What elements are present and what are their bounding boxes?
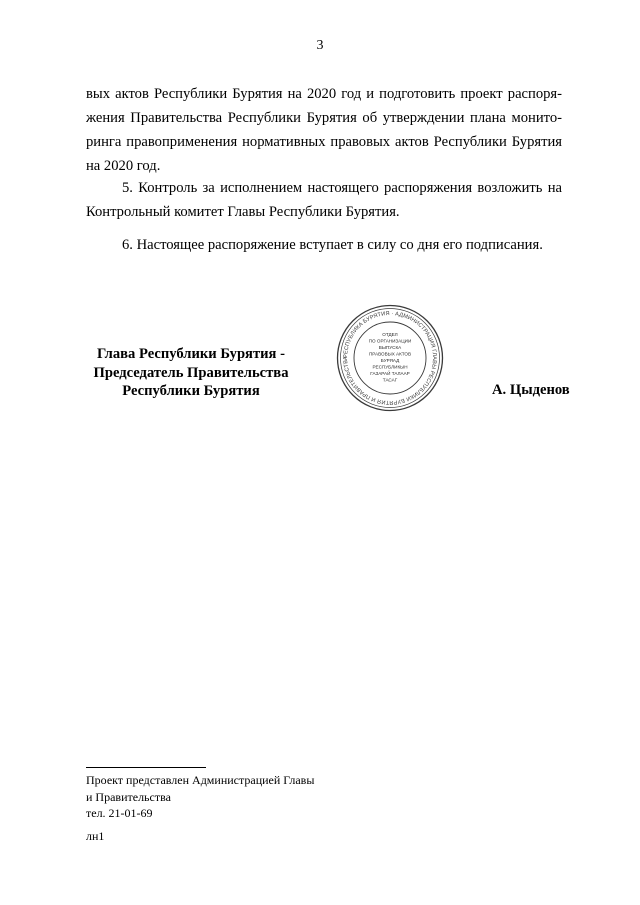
paragraph-line: жения Правительства Республики Бурятия об утверждении плана монито- [86,110,562,126]
stamp-center-line: ТАСАГ [382,377,398,383]
paragraph-line: на 2020 год. [86,158,161,174]
stamp-center-line: ПРАВОВЫХ АКТОВ [368,351,412,357]
stamp-center-line: ПО ОРГАНИЗАЦИИ [368,338,412,344]
paragraph-line: вых актов Республики Бурятия на 2020 год и подготовить проект распоря- [86,86,562,102]
signatory-title-line: Председатель Правительства [93,364,289,381]
document-code: лн1 [86,828,105,843]
footnote-line: Проект представлен Администрацией Главы [86,773,315,787]
footnote-line: и Правительства [86,789,171,804]
stamp-center-line: ОТДЕЛ [382,332,398,337]
footnote-line: тел. 21-01-69 [86,806,153,820]
footnote [86,772,314,844]
signatory-title [84,345,298,401]
footnote-divider [86,767,206,768]
page-number: 3 [316,38,324,53]
stamp-center-line: РЕСПУБЛИКЫН [372,364,408,370]
signatory-title-line: Глава Республики Бурятия - [97,346,285,362]
signatory-title-line: Республики Бурятия [122,383,260,399]
signer-name: А. Цыденов [492,382,570,398]
official-stamp [335,303,445,413]
paragraph-control-clause: 5. Контроль за исполнением настоящего распоряжения возложить на Контрольный комитет Главы Республики Бурятия. [86,180,562,220]
paragraph-continuation [86,82,562,178]
stamp-center-line: ГАЗАРАЙ ТАЛААР [370,371,410,376]
paragraph-line: ринга правоприменения нормативных правовых актов Республики Бурятия [86,134,562,150]
stamp-center-line: ВЫПУСКА [378,345,402,350]
paragraph-effective-date: 6. Настоящее распоряжение вступает в силу со дня его подписания. [122,237,543,253]
stamp-ring-text: РЕСПУБЛИКА БУРЯТИЯ · АДМИНИСТРАЦИЯ ГЛАВЫ РЕСПУБЛИКИ БУРЯТИЯ И ПРАВИТЕЛЬСТВА [342,310,438,406]
stamp-center-line: БУРЯАД [380,358,400,363]
